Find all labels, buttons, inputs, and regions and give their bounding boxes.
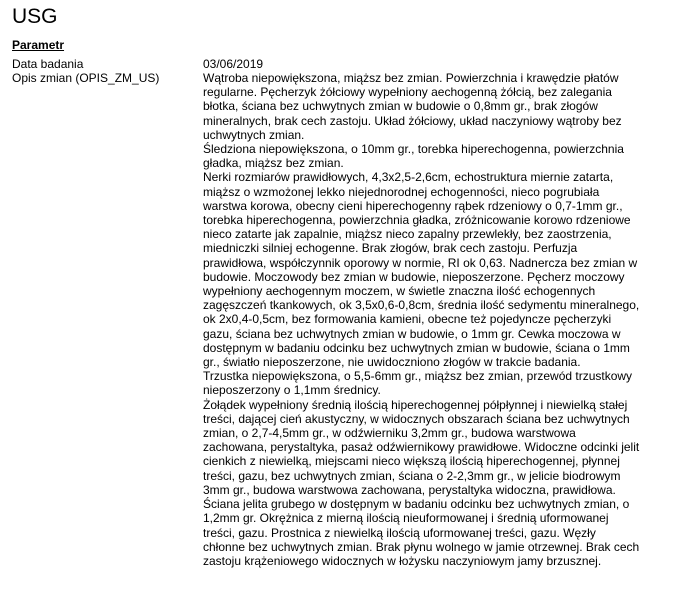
report-line: warstwa korowa, obecny cieni hiperechogenny rąbek rdzeniowy o 0,7-1mm gr., [203,198,623,213]
report-line: uchwytnych zmian. [203,127,305,142]
report-line: gazu, ściana bez uchwytnych zmian w budowie, o 1mm gr. Cewka moczowa w [203,326,621,341]
report-line: Ściana jelita grubego w dostępnym w badaniu odcinku bez uchwytnych zmian, o [203,497,630,512]
row-label-exam-date: Data badania [12,57,84,71]
report-line: treści, dającej cień akustyczny, w widocznych obszarach ściana bez uchwytnych [203,411,630,426]
report-line: gr., światło nieposzerzone, nie uwidoczniono złogów w trakcie badania. [203,355,581,370]
report-line: błotka, ściana bez uchwytnych zmian w budowie o 0,8mm gr., brak złogów [203,99,598,114]
report-line: cienkich z niewielką, miejscami nieco większą ilością hiperechogennej, płynnej [203,454,620,469]
report-line: zastoju krążeniowego widocznych w łożysku naczyniowym jamy brzusznej. [203,553,602,568]
report-line: budowie. Moczowody bez zmian w budowie, nieposzerzone. Pęcherz moczowy [203,269,625,284]
row-label-findings: Opis zmian (OPIS_ZM_US) [12,71,160,85]
report-line: prawidłowa, współczynnik oporowy w normie, RI ok 0,63. Nadnercza bez zmian w [203,255,638,270]
report-line: 3mm gr., budowa warstwowa zachowana, perystaltyka widoczna, prawidłowa. [203,482,616,497]
report-line: wypełniony aechogennym moczem, w świetle znaczna ilość echogennych [203,284,596,299]
report-line: Nerki rozmiarów prawidłowych, 4,3x2,5-2,6cm, echostruktura miernie zatarta, [203,170,614,185]
report-line: miąższ o wzmożonej lekko niejednorodnej echogenności, nieco pogrubiała [203,184,600,199]
report-line: Śledziona niepowiększona, o 10mm gr., torebka hiperechogenna, powierzchnia [203,142,624,157]
report-line: Trzustka niepowiększona, o 5,5-6mm gr., miąższ bez zmian, przewód trzustkowy [203,369,633,384]
report-line: 1,2mm gr. Okrężnica z mierną ilością nieuformowanej i średnią uformowanej [203,511,609,526]
report-line: ok 2x0,4-0,5cm, bez formowania kamieni, obecne też pojedyncze pęcherzyki [203,312,612,327]
report-line: zmian, o 2,7-4,5mm gr., w odźwierniku 3,2mm gr., budowa warstwowa [203,426,576,441]
row-value-exam-date: 03/06/2019 [203,57,264,71]
report-line: zagęszczeń tkankowych, ok 3,5x0,6-0,8cm, średnia ilość sedymentu mineralnego, [203,298,640,313]
report-line: nieposzerzony o 1,1mm średnicy. [203,383,381,398]
report-line: gładka, miąższ bez zmian. [203,156,344,171]
report-line: miedniczki silniej echogenne. Brak złogów, brak cech zastoju. Perfuzja [203,241,578,256]
report-line: Wątroba niepowiększona, miąższ bez zmian. Powierzchnia i krawędzie płatów [203,71,619,85]
findings-report-block [203,71,681,568]
document-title: USG [12,5,58,28]
report-line: treści, gazu. Prostnica z niewielką ilością uformowanej treści, gazu. Węzły [203,525,596,540]
report-line: Żołądek wypełniony średnią ilością hiperechogennej półpłynnej i niewielką stałej [203,397,628,412]
report-line: treści, gazu, bez uchwytnych zmian, ściana o 2-2,3mm gr., w jelicie biodrowym [203,468,621,483]
report-line: zachowana, perystaltyka, pasaż odźwiernikowy prawidłowe. Widoczne odcinki jelit [203,440,640,455]
report-line: chłonne bez uchwytnych zmian. Brak płynu wolnego w jamie otrzewnej. Brak cech [203,539,640,554]
report-line: torebka hiperechogenna, powierzchnia gładka, zróżnicowanie korowo rdzeniowe [203,213,631,228]
report-line: regularne. Pęcherzyk żółciowy wypełniony aechogenną żółcią, bez zalegania [203,85,612,100]
section-heading-parametr: Parametr [12,38,65,52]
report-line: mineralnych, brak cech zastoju. Układ żółciowy, układ naczyniowy wątroby bez [203,113,622,128]
report-line: dostępnym w badaniu odcinku bez uchwytnych zmian w budowie, ściana o 1mm [203,340,630,355]
findings-report-text [203,71,681,568]
report-line: nieco zatarte jak zapalnie, miąższ nieco zapalny przewlekły, bez zaostrzenia, [203,227,612,242]
